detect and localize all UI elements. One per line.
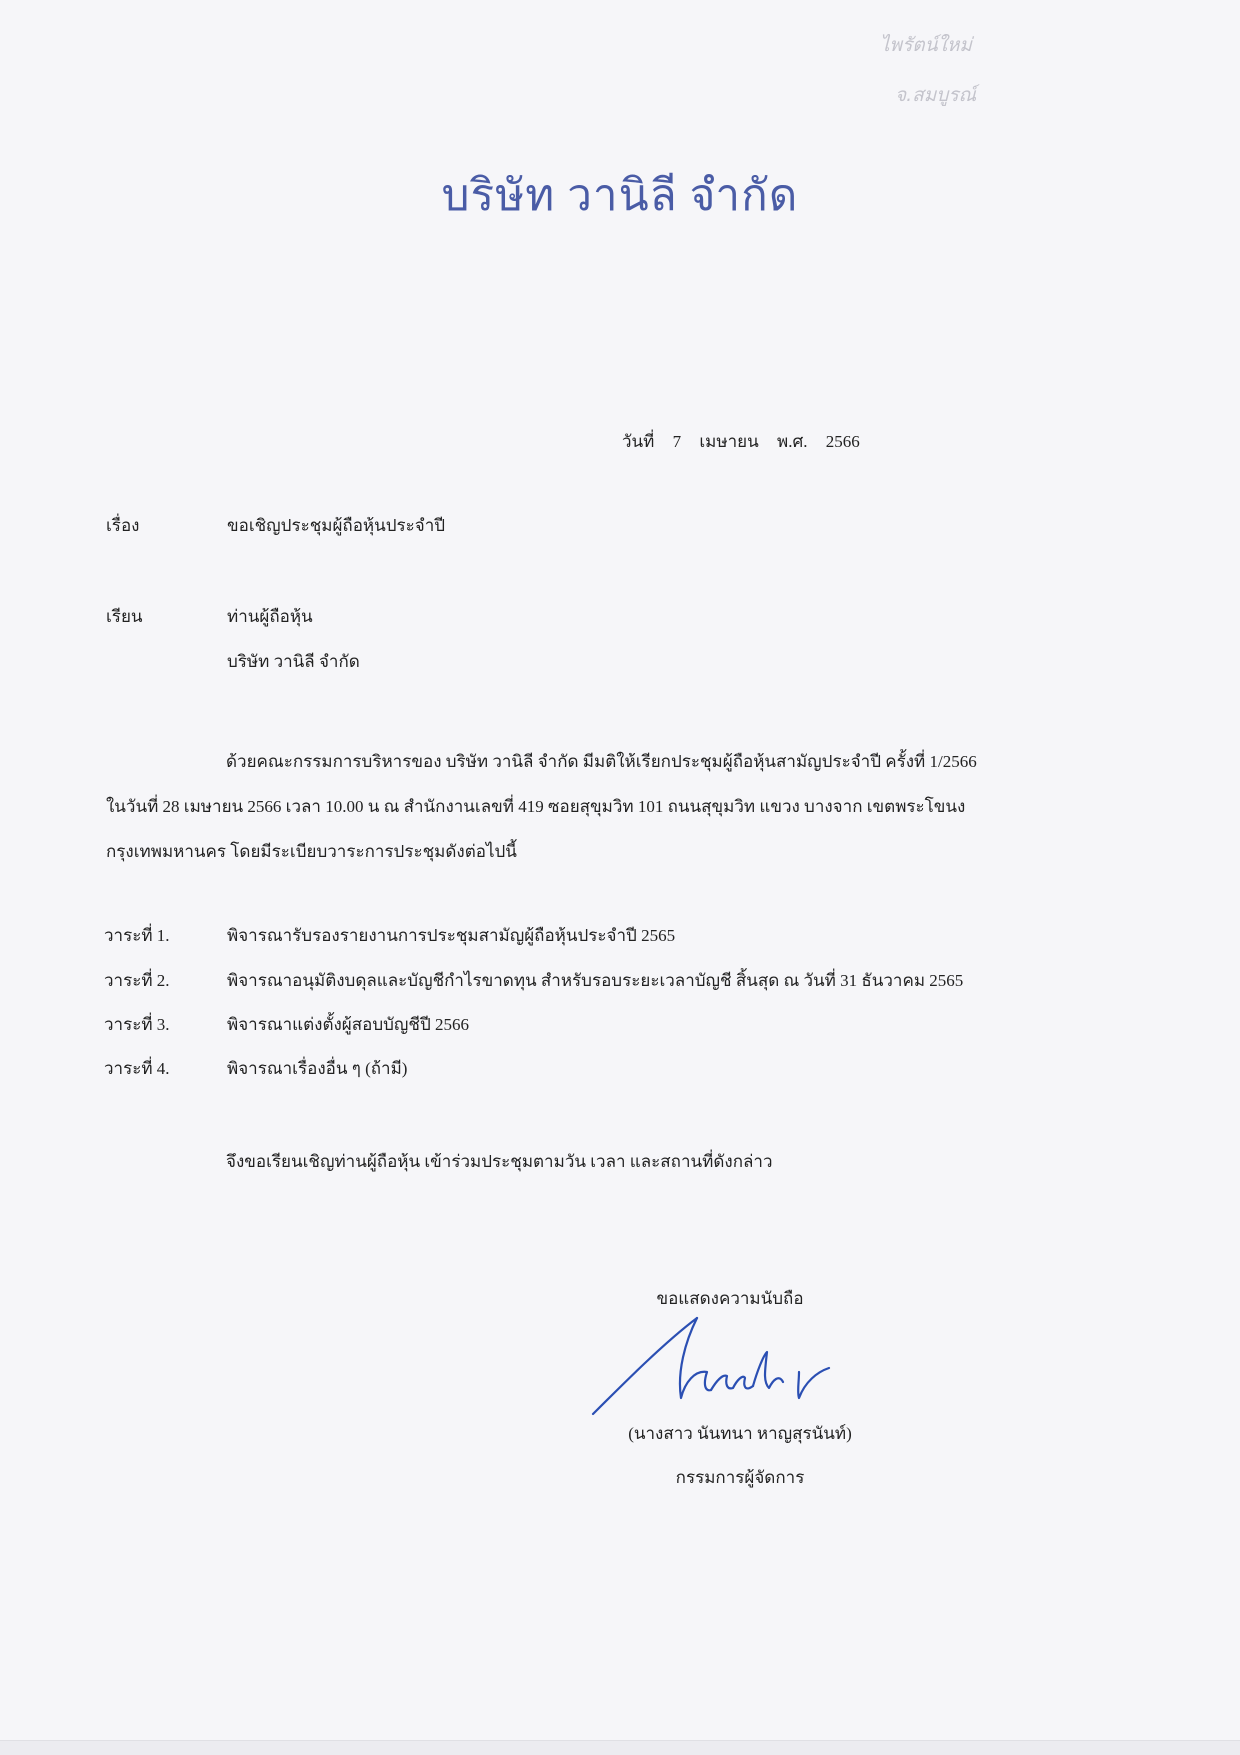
agenda-text: พิจารณาอนุมัติงบดุลและบัญชีกำไรขาดทุน สำหรับรอบระยะเวลาบัญชี สิ้นสุด ณ วันที่ 31 ธันวาคม 2565 xyxy=(227,971,964,990)
pencil-note-2: จ.สมบูรณ์ xyxy=(895,84,977,106)
agenda-number: วาระที่ 2. xyxy=(104,971,170,990)
date-era: พ.ศ. xyxy=(776,432,808,451)
signatory-position: กรรมการผู้จัดการ xyxy=(675,1468,805,1487)
agenda-item xyxy=(104,1055,407,1082)
subject-label: เรื่อง xyxy=(106,516,140,535)
signatory-name: (นางสาว นันทนา หาญสุรนันท์) xyxy=(628,1424,852,1443)
pencil-note-1: ไพรัตน์ใหม่ xyxy=(880,34,972,56)
agenda-number: วาระที่ 4. xyxy=(104,1059,170,1078)
recipient-line-1: ท่านผู้ถือหุ้น xyxy=(227,607,313,626)
closing-invitation: จึงขอเรียนเชิญท่านผู้ถือหุ้น เข้าร่วมประชุมตามวัน เวลา และสถานที่ดังกล่าว xyxy=(226,1152,773,1171)
body-paragraph-line-1: ด้วยคณะกรรมการบริหารของ บริษัท วานิลี จำกัด มีมติให้เรียกประชุมผู้ถือหุ้นสามัญประจำปี ครั้งที่ 1/2566 xyxy=(226,752,977,771)
agenda-number: วาระที่ 1. xyxy=(104,926,170,945)
letter-date xyxy=(622,428,874,455)
agenda-item xyxy=(104,1011,469,1038)
agenda-text: พิจารณาแต่งตั้งผู้สอบบัญชีปี 2566 xyxy=(227,1015,469,1034)
closing-regards: ขอแสดงความนับถือ xyxy=(656,1289,804,1308)
date-month: เมษายน xyxy=(699,432,759,451)
signature xyxy=(585,1312,845,1422)
recipient-label: เรียน xyxy=(106,607,143,626)
recipient-line-2: บริษัท วานิลี จำกัด xyxy=(227,652,360,671)
date-label: วันที่ xyxy=(622,432,655,451)
date-day: 7 xyxy=(672,432,682,451)
body-paragraph-line-3: กรุงเทพมหานคร โดยมีระเบียบวาระการประชุมดังต่อไปนี้ xyxy=(106,842,517,861)
agenda-text: พิจารณารับรองรายงานการประชุมสามัญผู้ถือหุ้นประจำปี 2565 xyxy=(227,926,676,945)
agenda-item xyxy=(104,922,675,949)
company-title: บริษัท วานิลี จำกัด xyxy=(441,171,799,220)
body-paragraph-line-2: ในวันที่ 28 เมษายน 2566 เวลา 10.00 น ณ สำนักงานเลขที่ 419 ซอยสุขุมวิท 101 ถนนสุขุมวิท แขวง บางจาก เขตพระโขนง xyxy=(106,797,966,816)
agenda-item xyxy=(104,967,963,994)
agenda-number: วาระที่ 3. xyxy=(104,1015,170,1034)
scan-edge xyxy=(0,1740,1240,1755)
date-year: 2566 xyxy=(825,432,860,451)
agenda-text: พิจารณาเรื่องอื่น ๆ (ถ้ามี) xyxy=(227,1059,408,1078)
subject-text: ขอเชิญประชุมผู้ถือหุ้นประจำปี xyxy=(227,516,446,535)
